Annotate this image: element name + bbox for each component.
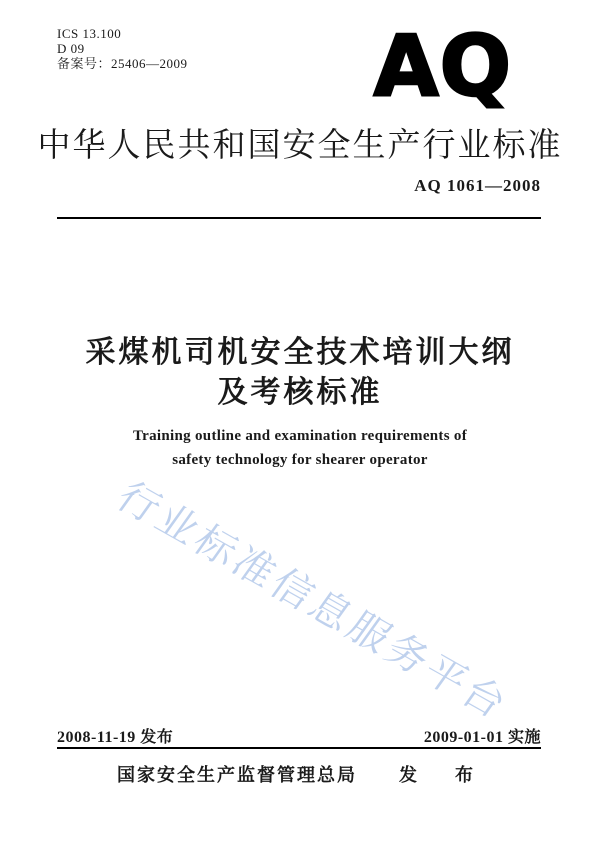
document-title-english-line2: safety technology for shearer operator (172, 452, 428, 468)
publisher-name: 国家安全生产监督管理总局 (117, 765, 357, 785)
ics-code: ICS 13.100 (57, 26, 122, 41)
record-number: 备案号：25406—2009 (57, 56, 188, 71)
publish-label: 发 布 (399, 765, 483, 785)
footer-divider-line (57, 747, 541, 749)
header-divider-line (57, 217, 541, 219)
aq-logo: AQ (373, 17, 512, 115)
publisher-row (0, 761, 600, 787)
footer-dates (57, 724, 541, 747)
standard-type-title: 中华人民共和国安全生产行业标准 (37, 128, 563, 164)
document-title-line2: 及考核标准 (217, 376, 383, 409)
diagonal-watermark: 行业标准信息服务平台 (108, 474, 518, 728)
standard-number: AQ 1061—2008 (414, 176, 541, 195)
document-title-line1: 采煤机司机安全技术培训大纲 (85, 336, 515, 369)
document-title (0, 333, 600, 413)
issue-date: 2008-11-19 发布 (57, 729, 174, 746)
classification-code: D 09 (57, 41, 85, 56)
implement-date: 2009-01-01 实施 (423, 729, 541, 746)
document-title-english-line1: Training outline and examination requirements of (132, 428, 467, 444)
document-title-english (0, 424, 600, 472)
ics-code-block (57, 26, 188, 71)
